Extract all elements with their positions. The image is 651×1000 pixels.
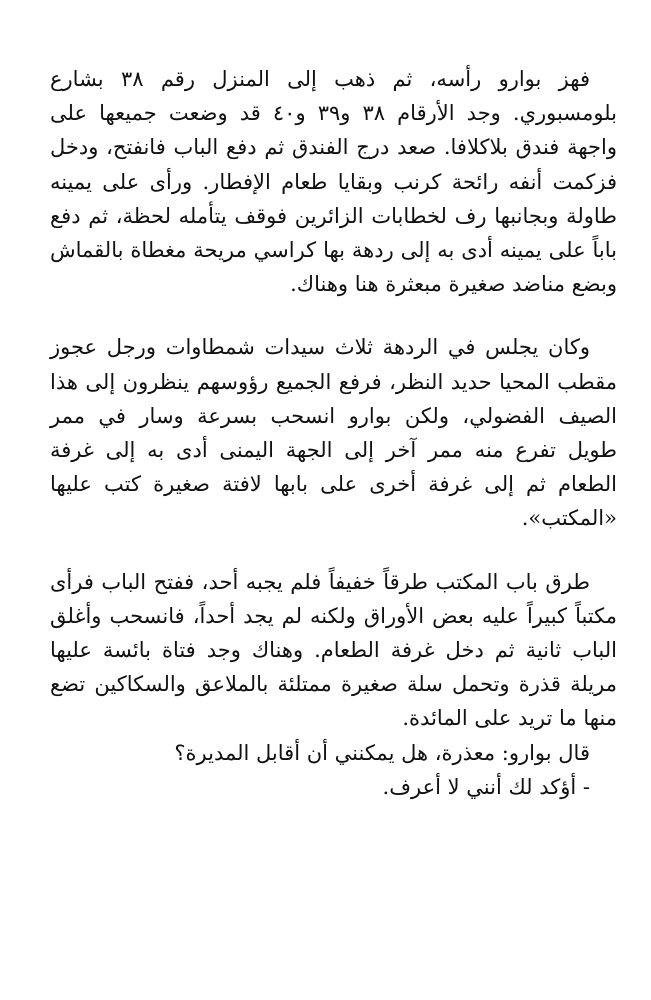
- paragraph-arrival: فهز بوارو رأسه، ثم ذهب إلى المنزل رقم ٣٨ بشارع بلومسبوري. وجد الأرقام ٣٨ و٣٩ و٤٠ قد وضعت جميعها على واجهة فندق بلاكلافا. صعد درج الفندق ثم دفع الباب فانفتح، ودخل فزكمت أنفه رائحة كرنب وبقايا طعام الإفطار. ورأى على يمينه طاولة وبجانبها رف لخطابات الزائرين فوقف يتأمله لحظة، ثم دفع باباً على يمينه أدى به إلى ردهة بها كراسي مريحة مغطاة بالقماش وبضع مناضد صغيرة مبعثرة هنا وهناك.: [50, 67, 617, 297]
- paragraph-lounge: وكان يجلس في الردهة ثلاث سيدات شمطاوات ورجل عجوز مقطب المحيا حديد النظر، فرفع الجميع رؤوسهم ينظرون إلى هذا الصيف الفضولي، ولكن بوارو انسحب بسرعة وسار في ممر طويل تفرع منه ممر آخر إلى الجهة اليمنى أدى به إلى غرفة الطعام ثم إلى غرفة أخرى على بابها لافتة صغيرة كتب عليها «المكتب».: [50, 335, 617, 531]
- dialogue-answer: - أؤكد لك أنني لا أعرف.: [382, 774, 590, 799]
- paragraph-office: طرق باب المكتب طرقاً خفيفاً فلم يجبه أحد، ففتح الباب فرأى مكتباً كبيراً عليه بعض الأوراق ولكنه لم يجد أحداً، فانسحب وأغلق الباب ثانية ثم دخل غرفة الطعام. وهناك وجد فتاة بائسة عليها مريلة قذرة وتحمل سلة صغيرة ممتلئة بالملاعق والسكاكين تضع منها ما تريد على المائدة.: [50, 569, 617, 731]
- dialogue-question: قال بوارو: معذرة، هل يمكنني أن أقابل المديرة؟: [174, 740, 590, 765]
